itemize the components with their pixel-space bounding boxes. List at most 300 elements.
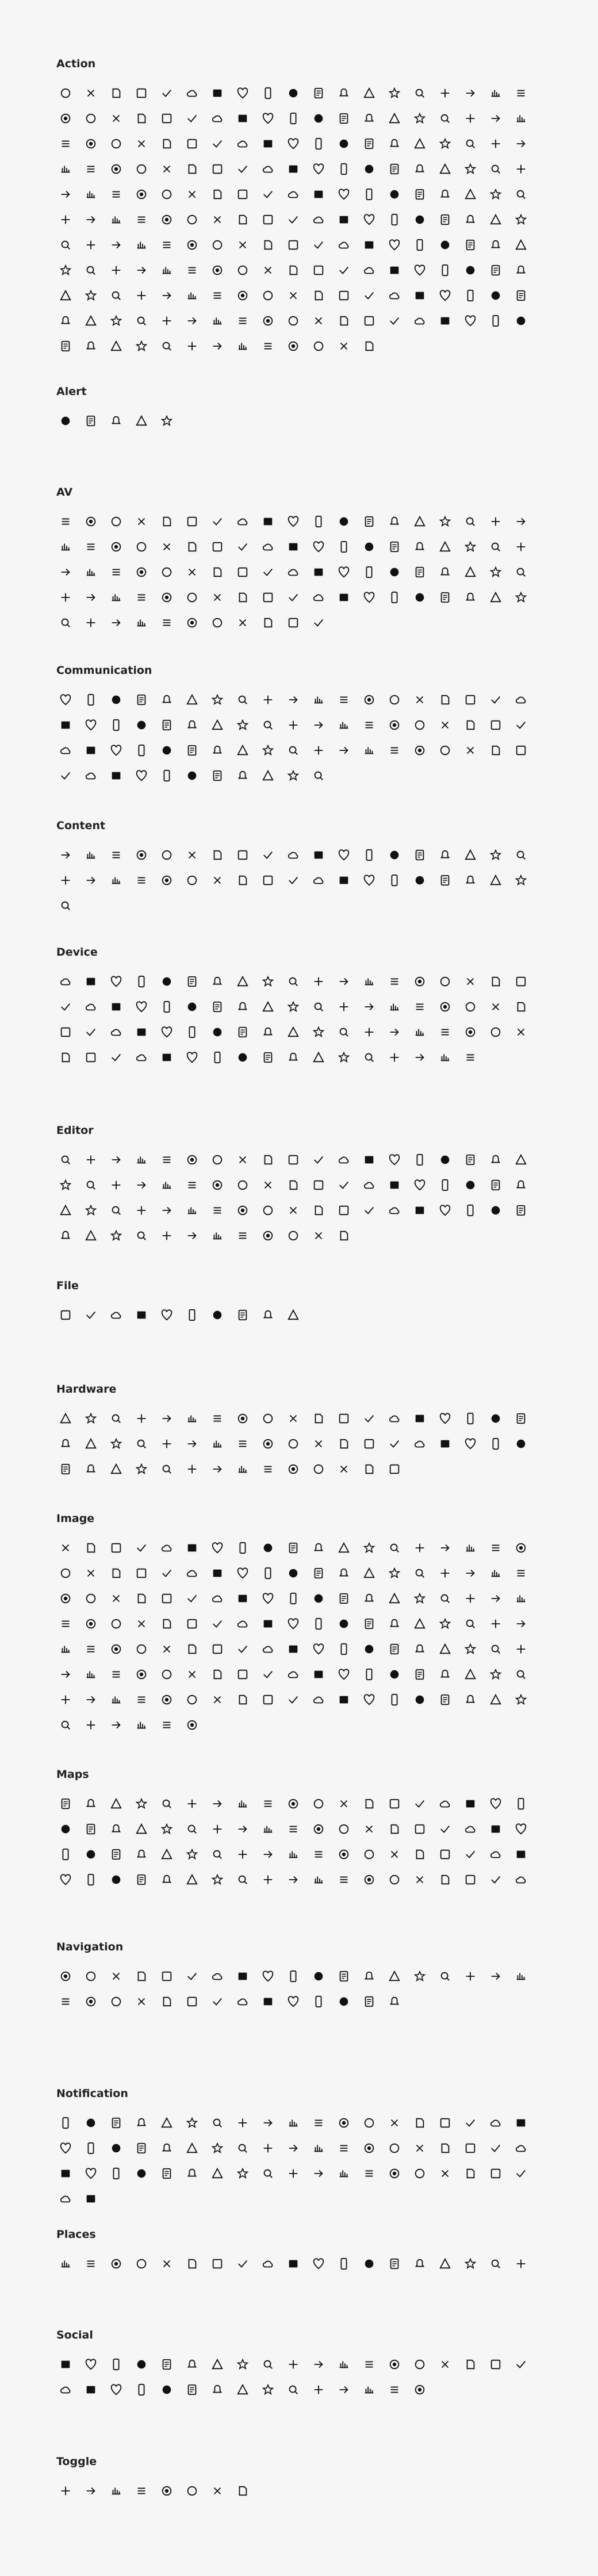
- catalog-glyph-icon[interactable]: [56, 1226, 75, 1245]
- catalog-glyph-icon[interactable]: [385, 716, 404, 734]
- catalog-glyph-icon[interactable]: [158, 2164, 176, 2183]
- catalog-glyph-icon[interactable]: [233, 2139, 252, 2157]
- catalog-glyph-icon[interactable]: [183, 2139, 201, 2157]
- catalog-glyph-icon[interactable]: [385, 1176, 404, 1194]
- catalog-glyph-icon[interactable]: [411, 1048, 429, 1067]
- catalog-glyph-icon[interactable]: [259, 614, 277, 632]
- catalog-glyph-icon[interactable]: [385, 1460, 404, 1478]
- catalog-glyph-icon[interactable]: [233, 1023, 252, 1041]
- catalog-glyph-icon[interactable]: [158, 1665, 176, 1684]
- catalog-glyph-icon[interactable]: [259, 846, 277, 864]
- catalog-glyph-icon[interactable]: [107, 1306, 125, 1324]
- catalog-glyph-icon[interactable]: [208, 1226, 227, 1245]
- catalog-glyph-icon[interactable]: [56, 185, 75, 204]
- catalog-glyph-icon[interactable]: [158, 1151, 176, 1169]
- catalog-glyph-icon[interactable]: [512, 1023, 530, 1041]
- catalog-glyph-icon[interactable]: [411, 1795, 429, 1813]
- catalog-glyph-icon[interactable]: [56, 2114, 75, 2132]
- catalog-glyph-icon[interactable]: [284, 2114, 302, 2132]
- catalog-glyph-icon[interactable]: [335, 210, 353, 229]
- catalog-glyph-icon[interactable]: [82, 2139, 100, 2157]
- catalog-glyph-icon[interactable]: [208, 846, 227, 864]
- catalog-glyph-icon[interactable]: [385, 286, 404, 305]
- catalog-glyph-icon[interactable]: [233, 1435, 252, 1453]
- catalog-glyph-icon[interactable]: [132, 1176, 151, 1194]
- catalog-glyph-icon[interactable]: [107, 1845, 125, 1864]
- catalog-glyph-icon[interactable]: [132, 1306, 151, 1324]
- catalog-glyph-icon[interactable]: [259, 2255, 277, 2273]
- catalog-glyph-icon[interactable]: [233, 2355, 252, 2374]
- catalog-glyph-icon[interactable]: [158, 741, 176, 760]
- catalog-glyph-icon[interactable]: [233, 2114, 252, 2132]
- catalog-glyph-icon[interactable]: [335, 1409, 353, 1428]
- catalog-glyph-icon[interactable]: [56, 538, 75, 556]
- catalog-glyph-icon[interactable]: [309, 512, 328, 531]
- catalog-glyph-icon[interactable]: [335, 1564, 353, 1582]
- catalog-glyph-icon[interactable]: [158, 135, 176, 153]
- catalog-glyph-icon[interactable]: [411, 1176, 429, 1194]
- catalog-glyph-icon[interactable]: [158, 1992, 176, 2011]
- catalog-glyph-icon[interactable]: [284, 1023, 302, 1041]
- catalog-glyph-icon[interactable]: [335, 109, 353, 128]
- catalog-glyph-icon[interactable]: [259, 563, 277, 581]
- catalog-glyph-icon[interactable]: [233, 1640, 252, 1658]
- catalog-glyph-icon[interactable]: [208, 1460, 227, 1478]
- catalog-glyph-icon[interactable]: [208, 2255, 227, 2273]
- catalog-glyph-icon[interactable]: [335, 286, 353, 305]
- catalog-glyph-icon[interactable]: [132, 1665, 151, 1684]
- catalog-glyph-icon[interactable]: [284, 236, 302, 254]
- catalog-glyph-icon[interactable]: [385, 538, 404, 556]
- catalog-glyph-icon[interactable]: [56, 286, 75, 305]
- catalog-glyph-icon[interactable]: [512, 1820, 530, 1838]
- catalog-glyph-icon[interactable]: [486, 716, 505, 734]
- catalog-glyph-icon[interactable]: [56, 563, 75, 581]
- catalog-glyph-icon[interactable]: [309, 691, 328, 709]
- catalog-glyph-icon[interactable]: [56, 588, 75, 607]
- catalog-glyph-icon[interactable]: [208, 1151, 227, 1169]
- catalog-glyph-icon[interactable]: [158, 1795, 176, 1813]
- catalog-glyph-icon[interactable]: [512, 160, 530, 178]
- catalog-glyph-icon[interactable]: [335, 846, 353, 864]
- catalog-glyph-icon[interactable]: [512, 84, 530, 102]
- catalog-glyph-icon[interactable]: [411, 1023, 429, 1041]
- catalog-glyph-icon[interactable]: [56, 1176, 75, 1194]
- catalog-glyph-icon[interactable]: [56, 1690, 75, 1709]
- catalog-glyph-icon[interactable]: [461, 716, 480, 734]
- catalog-glyph-icon[interactable]: [183, 1048, 201, 1067]
- catalog-glyph-icon[interactable]: [56, 846, 75, 864]
- catalog-glyph-icon[interactable]: [208, 691, 227, 709]
- catalog-glyph-icon[interactable]: [208, 1665, 227, 1684]
- catalog-glyph-icon[interactable]: [360, 185, 378, 204]
- catalog-glyph-icon[interactable]: [385, 135, 404, 153]
- catalog-glyph-icon[interactable]: [309, 261, 328, 279]
- catalog-glyph-icon[interactable]: [107, 1460, 125, 1478]
- catalog-glyph-icon[interactable]: [309, 871, 328, 890]
- catalog-glyph-icon[interactable]: [56, 2190, 75, 2208]
- catalog-glyph-icon[interactable]: [208, 2139, 227, 2157]
- catalog-glyph-icon[interactable]: [461, 2164, 480, 2183]
- catalog-glyph-icon[interactable]: [385, 1795, 404, 1813]
- catalog-glyph-icon[interactable]: [259, 1589, 277, 1608]
- catalog-glyph-icon[interactable]: [132, 109, 151, 128]
- catalog-glyph-icon[interactable]: [107, 1820, 125, 1838]
- catalog-glyph-icon[interactable]: [56, 2139, 75, 2157]
- catalog-glyph-icon[interactable]: [233, 871, 252, 890]
- catalog-glyph-icon[interactable]: [208, 135, 227, 153]
- catalog-glyph-icon[interactable]: [461, 741, 480, 760]
- catalog-glyph-icon[interactable]: [132, 312, 151, 330]
- catalog-glyph-icon[interactable]: [208, 210, 227, 229]
- catalog-glyph-icon[interactable]: [461, 210, 480, 229]
- catalog-glyph-icon[interactable]: [158, 716, 176, 734]
- catalog-glyph-icon[interactable]: [411, 1967, 429, 1985]
- catalog-glyph-icon[interactable]: [512, 998, 530, 1016]
- catalog-glyph-icon[interactable]: [360, 1845, 378, 1864]
- catalog-glyph-icon[interactable]: [208, 1820, 227, 1838]
- catalog-glyph-icon[interactable]: [309, 716, 328, 734]
- catalog-glyph-icon[interactable]: [411, 563, 429, 581]
- catalog-glyph-icon[interactable]: [82, 2380, 100, 2399]
- catalog-glyph-icon[interactable]: [132, 588, 151, 607]
- catalog-glyph-icon[interactable]: [461, 135, 480, 153]
- catalog-glyph-icon[interactable]: [461, 286, 480, 305]
- catalog-glyph-icon[interactable]: [208, 1870, 227, 1889]
- catalog-glyph-icon[interactable]: [158, 691, 176, 709]
- catalog-glyph-icon[interactable]: [335, 512, 353, 531]
- catalog-glyph-icon[interactable]: [309, 185, 328, 204]
- catalog-glyph-icon[interactable]: [107, 1640, 125, 1658]
- catalog-glyph-icon[interactable]: [259, 1665, 277, 1684]
- catalog-glyph-icon[interactable]: [82, 1201, 100, 1220]
- catalog-glyph-icon[interactable]: [385, 236, 404, 254]
- catalog-glyph-icon[interactable]: [259, 1870, 277, 1889]
- catalog-glyph-icon[interactable]: [411, 741, 429, 760]
- catalog-glyph-icon[interactable]: [411, 1690, 429, 1709]
- catalog-glyph-icon[interactable]: [158, 614, 176, 632]
- catalog-glyph-icon[interactable]: [436, 236, 454, 254]
- catalog-glyph-icon[interactable]: [360, 2114, 378, 2132]
- catalog-glyph-icon[interactable]: [385, 1820, 404, 1838]
- catalog-glyph-icon[interactable]: [132, 972, 151, 991]
- catalog-glyph-icon[interactable]: [512, 1690, 530, 1709]
- catalog-glyph-icon[interactable]: [461, 1048, 480, 1067]
- catalog-glyph-icon[interactable]: [461, 588, 480, 607]
- catalog-glyph-icon[interactable]: [208, 2164, 227, 2183]
- catalog-glyph-icon[interactable]: [335, 261, 353, 279]
- catalog-glyph-icon[interactable]: [259, 160, 277, 178]
- catalog-glyph-icon[interactable]: [233, 1226, 252, 1245]
- catalog-glyph-icon[interactable]: [132, 2380, 151, 2399]
- catalog-glyph-icon[interactable]: [486, 1665, 505, 1684]
- catalog-glyph-icon[interactable]: [411, 261, 429, 279]
- catalog-glyph-icon[interactable]: [309, 1795, 328, 1813]
- catalog-glyph-icon[interactable]: [512, 691, 530, 709]
- catalog-glyph-icon[interactable]: [411, 871, 429, 890]
- catalog-glyph-icon[interactable]: [132, 84, 151, 102]
- catalog-glyph-icon[interactable]: [411, 1615, 429, 1633]
- catalog-glyph-icon[interactable]: [233, 337, 252, 355]
- catalog-glyph-icon[interactable]: [158, 2114, 176, 2132]
- catalog-glyph-icon[interactable]: [436, 135, 454, 153]
- catalog-glyph-icon[interactable]: [158, 84, 176, 102]
- catalog-glyph-icon[interactable]: [183, 210, 201, 229]
- catalog-glyph-icon[interactable]: [284, 846, 302, 864]
- catalog-glyph-icon[interactable]: [512, 716, 530, 734]
- catalog-glyph-icon[interactable]: [309, 1820, 328, 1838]
- catalog-glyph-icon[interactable]: [208, 716, 227, 734]
- catalog-glyph-icon[interactable]: [233, 1151, 252, 1169]
- catalog-glyph-icon[interactable]: [309, 972, 328, 991]
- catalog-glyph-icon[interactable]: [436, 1589, 454, 1608]
- catalog-glyph-icon[interactable]: [486, 512, 505, 531]
- catalog-glyph-icon[interactable]: [208, 2482, 227, 2500]
- catalog-glyph-icon[interactable]: [82, 691, 100, 709]
- catalog-glyph-icon[interactable]: [259, 1564, 277, 1582]
- catalog-glyph-icon[interactable]: [183, 109, 201, 128]
- catalog-glyph-icon[interactable]: [56, 716, 75, 734]
- catalog-glyph-icon[interactable]: [158, 1023, 176, 1041]
- catalog-glyph-icon[interactable]: [233, 135, 252, 153]
- catalog-glyph-icon[interactable]: [309, 1845, 328, 1864]
- catalog-glyph-icon[interactable]: [107, 236, 125, 254]
- catalog-glyph-icon[interactable]: [56, 1151, 75, 1169]
- catalog-glyph-icon[interactable]: [512, 1201, 530, 1220]
- catalog-glyph-icon[interactable]: [335, 1460, 353, 1478]
- catalog-glyph-icon[interactable]: [360, 998, 378, 1016]
- catalog-glyph-icon[interactable]: [132, 135, 151, 153]
- catalog-glyph-icon[interactable]: [284, 512, 302, 531]
- catalog-glyph-icon[interactable]: [208, 2380, 227, 2399]
- catalog-glyph-icon[interactable]: [309, 1176, 328, 1194]
- catalog-glyph-icon[interactable]: [158, 1460, 176, 1478]
- catalog-glyph-icon[interactable]: [107, 2164, 125, 2183]
- catalog-glyph-icon[interactable]: [461, 1539, 480, 1557]
- catalog-glyph-icon[interactable]: [486, 109, 505, 128]
- catalog-glyph-icon[interactable]: [56, 1845, 75, 1864]
- catalog-glyph-icon[interactable]: [82, 109, 100, 128]
- catalog-glyph-icon[interactable]: [208, 998, 227, 1016]
- catalog-glyph-icon[interactable]: [411, 185, 429, 204]
- catalog-glyph-icon[interactable]: [461, 1615, 480, 1633]
- catalog-glyph-icon[interactable]: [436, 2114, 454, 2132]
- catalog-glyph-icon[interactable]: [82, 716, 100, 734]
- catalog-glyph-icon[interactable]: [436, 846, 454, 864]
- catalog-glyph-icon[interactable]: [512, 2139, 530, 2157]
- catalog-glyph-icon[interactable]: [208, 1201, 227, 1220]
- catalog-glyph-icon[interactable]: [486, 1795, 505, 1813]
- catalog-glyph-icon[interactable]: [132, 1795, 151, 1813]
- catalog-glyph-icon[interactable]: [461, 84, 480, 102]
- catalog-glyph-icon[interactable]: [284, 766, 302, 785]
- catalog-glyph-icon[interactable]: [284, 1589, 302, 1608]
- catalog-glyph-icon[interactable]: [82, 614, 100, 632]
- catalog-glyph-icon[interactable]: [208, 236, 227, 254]
- catalog-glyph-icon[interactable]: [436, 261, 454, 279]
- catalog-glyph-icon[interactable]: [335, 1690, 353, 1709]
- catalog-glyph-icon[interactable]: [385, 1048, 404, 1067]
- catalog-glyph-icon[interactable]: [385, 2164, 404, 2183]
- catalog-glyph-icon[interactable]: [284, 337, 302, 355]
- catalog-glyph-icon[interactable]: [284, 1435, 302, 1453]
- catalog-glyph-icon[interactable]: [411, 1665, 429, 1684]
- catalog-glyph-icon[interactable]: [158, 261, 176, 279]
- catalog-glyph-icon[interactable]: [107, 1690, 125, 1709]
- catalog-glyph-icon[interactable]: [233, 1409, 252, 1428]
- catalog-glyph-icon[interactable]: [158, 160, 176, 178]
- catalog-glyph-icon[interactable]: [56, 236, 75, 254]
- catalog-glyph-icon[interactable]: [309, 538, 328, 556]
- catalog-glyph-icon[interactable]: [486, 691, 505, 709]
- catalog-glyph-icon[interactable]: [82, 1539, 100, 1557]
- catalog-glyph-icon[interactable]: [233, 2380, 252, 2399]
- catalog-glyph-icon[interactable]: [284, 210, 302, 229]
- catalog-glyph-icon[interactable]: [107, 1409, 125, 1428]
- catalog-glyph-icon[interactable]: [436, 691, 454, 709]
- catalog-glyph-icon[interactable]: [208, 588, 227, 607]
- catalog-glyph-icon[interactable]: [360, 261, 378, 279]
- catalog-glyph-icon[interactable]: [284, 2139, 302, 2157]
- catalog-glyph-icon[interactable]: [56, 1665, 75, 1684]
- catalog-glyph-icon[interactable]: [436, 1820, 454, 1838]
- catalog-glyph-icon[interactable]: [512, 1435, 530, 1453]
- catalog-glyph-icon[interactable]: [284, 871, 302, 890]
- catalog-glyph-icon[interactable]: [158, 1845, 176, 1864]
- catalog-glyph-icon[interactable]: [107, 412, 125, 430]
- catalog-glyph-icon[interactable]: [461, 1435, 480, 1453]
- catalog-glyph-icon[interactable]: [107, 716, 125, 734]
- catalog-glyph-icon[interactable]: [411, 312, 429, 330]
- catalog-glyph-icon[interactable]: [512, 1967, 530, 1985]
- catalog-glyph-icon[interactable]: [486, 1589, 505, 1608]
- catalog-glyph-icon[interactable]: [233, 741, 252, 760]
- catalog-glyph-icon[interactable]: [436, 84, 454, 102]
- catalog-glyph-icon[interactable]: [436, 871, 454, 890]
- catalog-glyph-icon[interactable]: [259, 1615, 277, 1633]
- catalog-glyph-icon[interactable]: [461, 1151, 480, 1169]
- catalog-glyph-icon[interactable]: [56, 1306, 75, 1324]
- catalog-glyph-icon[interactable]: [82, 2114, 100, 2132]
- catalog-glyph-icon[interactable]: [107, 998, 125, 1016]
- catalog-glyph-icon[interactable]: [335, 538, 353, 556]
- catalog-glyph-icon[interactable]: [183, 2164, 201, 2183]
- catalog-glyph-icon[interactable]: [208, 871, 227, 890]
- catalog-glyph-icon[interactable]: [385, 1690, 404, 1709]
- catalog-glyph-icon[interactable]: [132, 2482, 151, 2500]
- catalog-glyph-icon[interactable]: [486, 871, 505, 890]
- catalog-glyph-icon[interactable]: [486, 972, 505, 991]
- catalog-glyph-icon[interactable]: [335, 1615, 353, 1633]
- catalog-glyph-icon[interactable]: [82, 2164, 100, 2183]
- catalog-glyph-icon[interactable]: [107, 1435, 125, 1453]
- catalog-glyph-icon[interactable]: [158, 588, 176, 607]
- catalog-glyph-icon[interactable]: [56, 1795, 75, 1813]
- catalog-glyph-icon[interactable]: [360, 2139, 378, 2157]
- catalog-glyph-icon[interactable]: [259, 691, 277, 709]
- catalog-glyph-icon[interactable]: [183, 588, 201, 607]
- catalog-glyph-icon[interactable]: [385, 1023, 404, 1041]
- catalog-glyph-icon[interactable]: [183, 1690, 201, 1709]
- catalog-glyph-icon[interactable]: [284, 1201, 302, 1220]
- catalog-glyph-icon[interactable]: [183, 871, 201, 890]
- catalog-glyph-icon[interactable]: [309, 210, 328, 229]
- catalog-glyph-icon[interactable]: [233, 1615, 252, 1633]
- catalog-glyph-icon[interactable]: [158, 1564, 176, 1582]
- catalog-glyph-icon[interactable]: [107, 1226, 125, 1245]
- catalog-glyph-icon[interactable]: [208, 972, 227, 991]
- catalog-glyph-icon[interactable]: [309, 741, 328, 760]
- catalog-glyph-icon[interactable]: [411, 998, 429, 1016]
- catalog-glyph-icon[interactable]: [259, 2164, 277, 2183]
- catalog-glyph-icon[interactable]: [284, 2255, 302, 2273]
- catalog-glyph-icon[interactable]: [56, 2355, 75, 2374]
- catalog-glyph-icon[interactable]: [360, 1589, 378, 1608]
- catalog-glyph-icon[interactable]: [411, 109, 429, 128]
- catalog-glyph-icon[interactable]: [259, 1992, 277, 2011]
- catalog-glyph-icon[interactable]: [107, 2114, 125, 2132]
- catalog-glyph-icon[interactable]: [107, 1564, 125, 1582]
- catalog-glyph-icon[interactable]: [284, 1176, 302, 1194]
- catalog-glyph-icon[interactable]: [183, 538, 201, 556]
- catalog-glyph-icon[interactable]: [158, 512, 176, 531]
- catalog-glyph-icon[interactable]: [512, 210, 530, 229]
- catalog-glyph-icon[interactable]: [107, 109, 125, 128]
- catalog-glyph-icon[interactable]: [158, 2255, 176, 2273]
- catalog-glyph-icon[interactable]: [385, 1409, 404, 1428]
- catalog-glyph-icon[interactable]: [436, 1615, 454, 1633]
- catalog-glyph-icon[interactable]: [233, 1201, 252, 1220]
- catalog-glyph-icon[interactable]: [183, 160, 201, 178]
- catalog-glyph-icon[interactable]: [132, 1845, 151, 1864]
- catalog-glyph-icon[interactable]: [284, 1845, 302, 1864]
- catalog-glyph-icon[interactable]: [107, 972, 125, 991]
- catalog-glyph-icon[interactable]: [335, 1870, 353, 1889]
- catalog-glyph-icon[interactable]: [360, 2255, 378, 2273]
- catalog-glyph-icon[interactable]: [461, 261, 480, 279]
- catalog-glyph-icon[interactable]: [335, 1201, 353, 1220]
- catalog-glyph-icon[interactable]: [385, 185, 404, 204]
- catalog-glyph-icon[interactable]: [158, 1820, 176, 1838]
- catalog-glyph-icon[interactable]: [82, 512, 100, 531]
- catalog-glyph-icon[interactable]: [335, 716, 353, 734]
- catalog-glyph-icon[interactable]: [461, 1820, 480, 1838]
- catalog-glyph-icon[interactable]: [385, 2114, 404, 2132]
- catalog-glyph-icon[interactable]: [284, 1151, 302, 1169]
- catalog-glyph-icon[interactable]: [183, 2380, 201, 2399]
- catalog-glyph-icon[interactable]: [360, 1023, 378, 1041]
- catalog-glyph-icon[interactable]: [436, 1151, 454, 1169]
- catalog-glyph-icon[interactable]: [436, 1795, 454, 1813]
- catalog-glyph-icon[interactable]: [259, 1820, 277, 1838]
- catalog-glyph-icon[interactable]: [360, 1564, 378, 1582]
- catalog-glyph-icon[interactable]: [208, 1690, 227, 1709]
- catalog-glyph-icon[interactable]: [284, 286, 302, 305]
- catalog-glyph-icon[interactable]: [233, 286, 252, 305]
- catalog-glyph-icon[interactable]: [284, 1640, 302, 1658]
- catalog-glyph-icon[interactable]: [158, 2139, 176, 2157]
- catalog-glyph-icon[interactable]: [284, 261, 302, 279]
- catalog-glyph-icon[interactable]: [512, 135, 530, 153]
- catalog-glyph-icon[interactable]: [132, 2255, 151, 2273]
- catalog-glyph-icon[interactable]: [259, 2380, 277, 2399]
- catalog-glyph-icon[interactable]: [360, 1539, 378, 1557]
- catalog-glyph-icon[interactable]: [233, 998, 252, 1016]
- catalog-glyph-icon[interactable]: [107, 2355, 125, 2374]
- catalog-glyph-icon[interactable]: [259, 84, 277, 102]
- catalog-glyph-icon[interactable]: [107, 1151, 125, 1169]
- catalog-glyph-icon[interactable]: [284, 160, 302, 178]
